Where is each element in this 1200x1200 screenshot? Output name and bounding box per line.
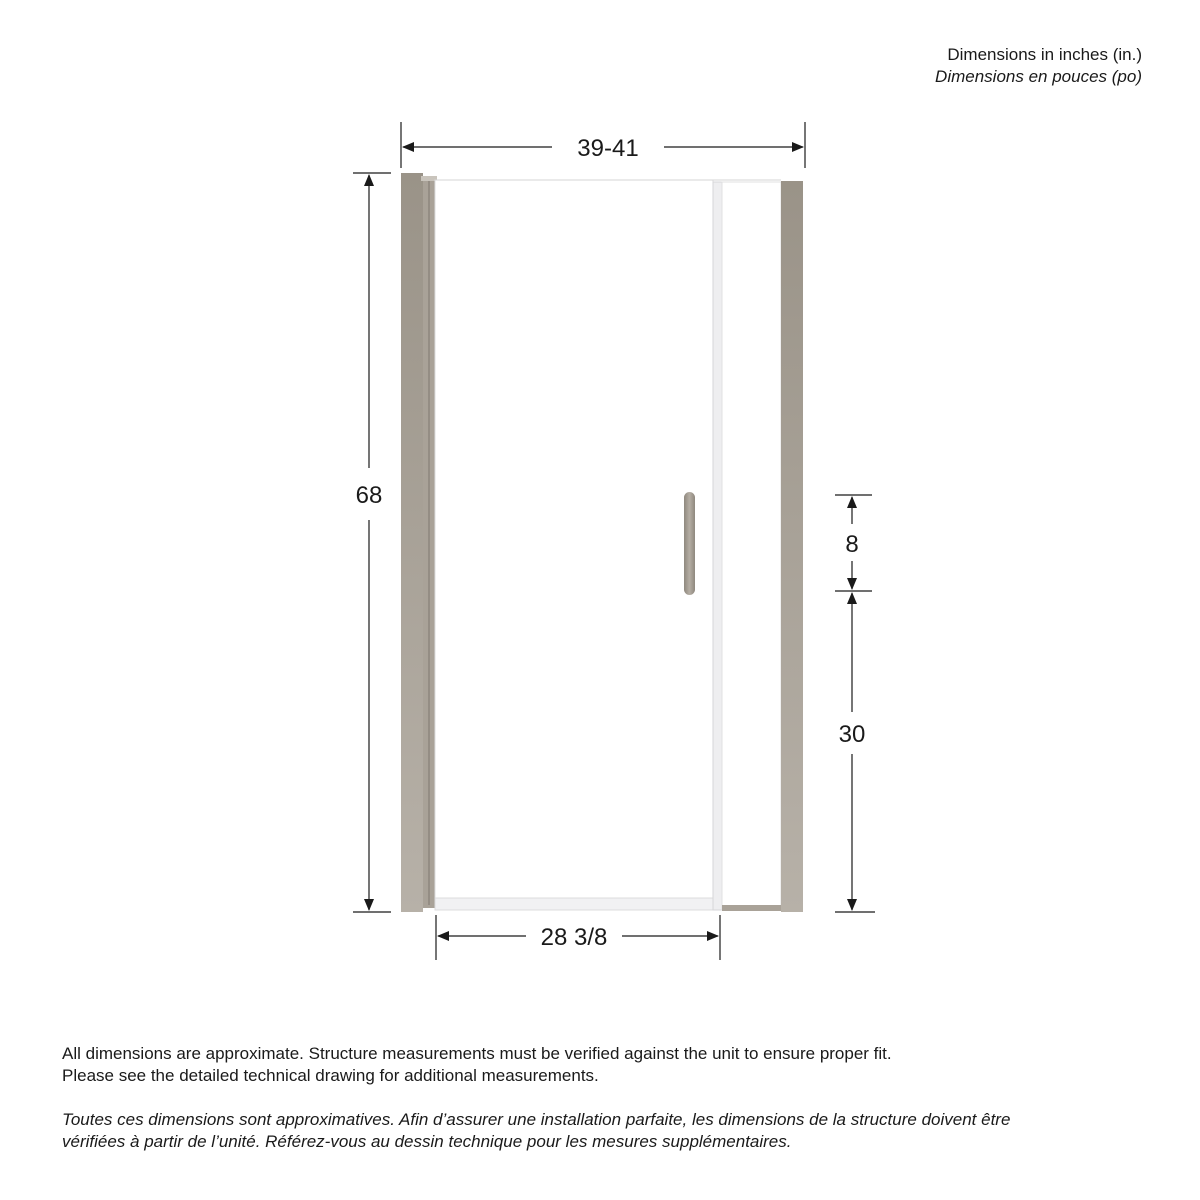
handle-height-dimension [835, 592, 875, 912]
height-label: 68 [355, 482, 383, 509]
door-edge-strike [713, 182, 722, 910]
handle-height-label: 30 [838, 721, 866, 748]
right-wall-jamb [781, 181, 803, 912]
units-label-fr: Dimensions en pouces (po) [935, 67, 1142, 86]
height-dimension [353, 173, 391, 912]
door-opening-label: 28 3/8 [540, 924, 608, 951]
left-wall-jamb [401, 173, 423, 912]
door-handle [684, 492, 695, 595]
disclaimer-en-line2: Please see the detailed technical drawing for additional measurements. [62, 1066, 599, 1085]
overall-width-label: 39-41 [577, 135, 639, 162]
disclaimer-notes [62, 1043, 1152, 1153]
door-bottom-sweep [435, 898, 720, 910]
disclaimer-fr-line1: Toutes ces dimensions sont approximatives. Afin d’assurer une installation parfaite, les dimensions de la structure doivent être [62, 1110, 1011, 1129]
disclaimer-fr-line2: vérifiées à partir de l’unité. Référez-vous au dessin technique pour les mesures supplémentaires. [62, 1132, 792, 1151]
fixed-panel-bottom-channel [722, 905, 781, 911]
door-glass-panel [435, 180, 713, 910]
disclaimer-en [62, 1043, 1152, 1087]
units-label-en: Dimensions in inches (in.) [947, 45, 1142, 64]
fixed-side-panel [722, 182, 781, 910]
disclaimer-fr [62, 1109, 1152, 1153]
handle-length-label: 8 [845, 531, 859, 558]
disclaimer-en-line1: All dimensions are approximate. Structure measurements must be verified against the unit to ensure proper fit. [62, 1044, 892, 1063]
